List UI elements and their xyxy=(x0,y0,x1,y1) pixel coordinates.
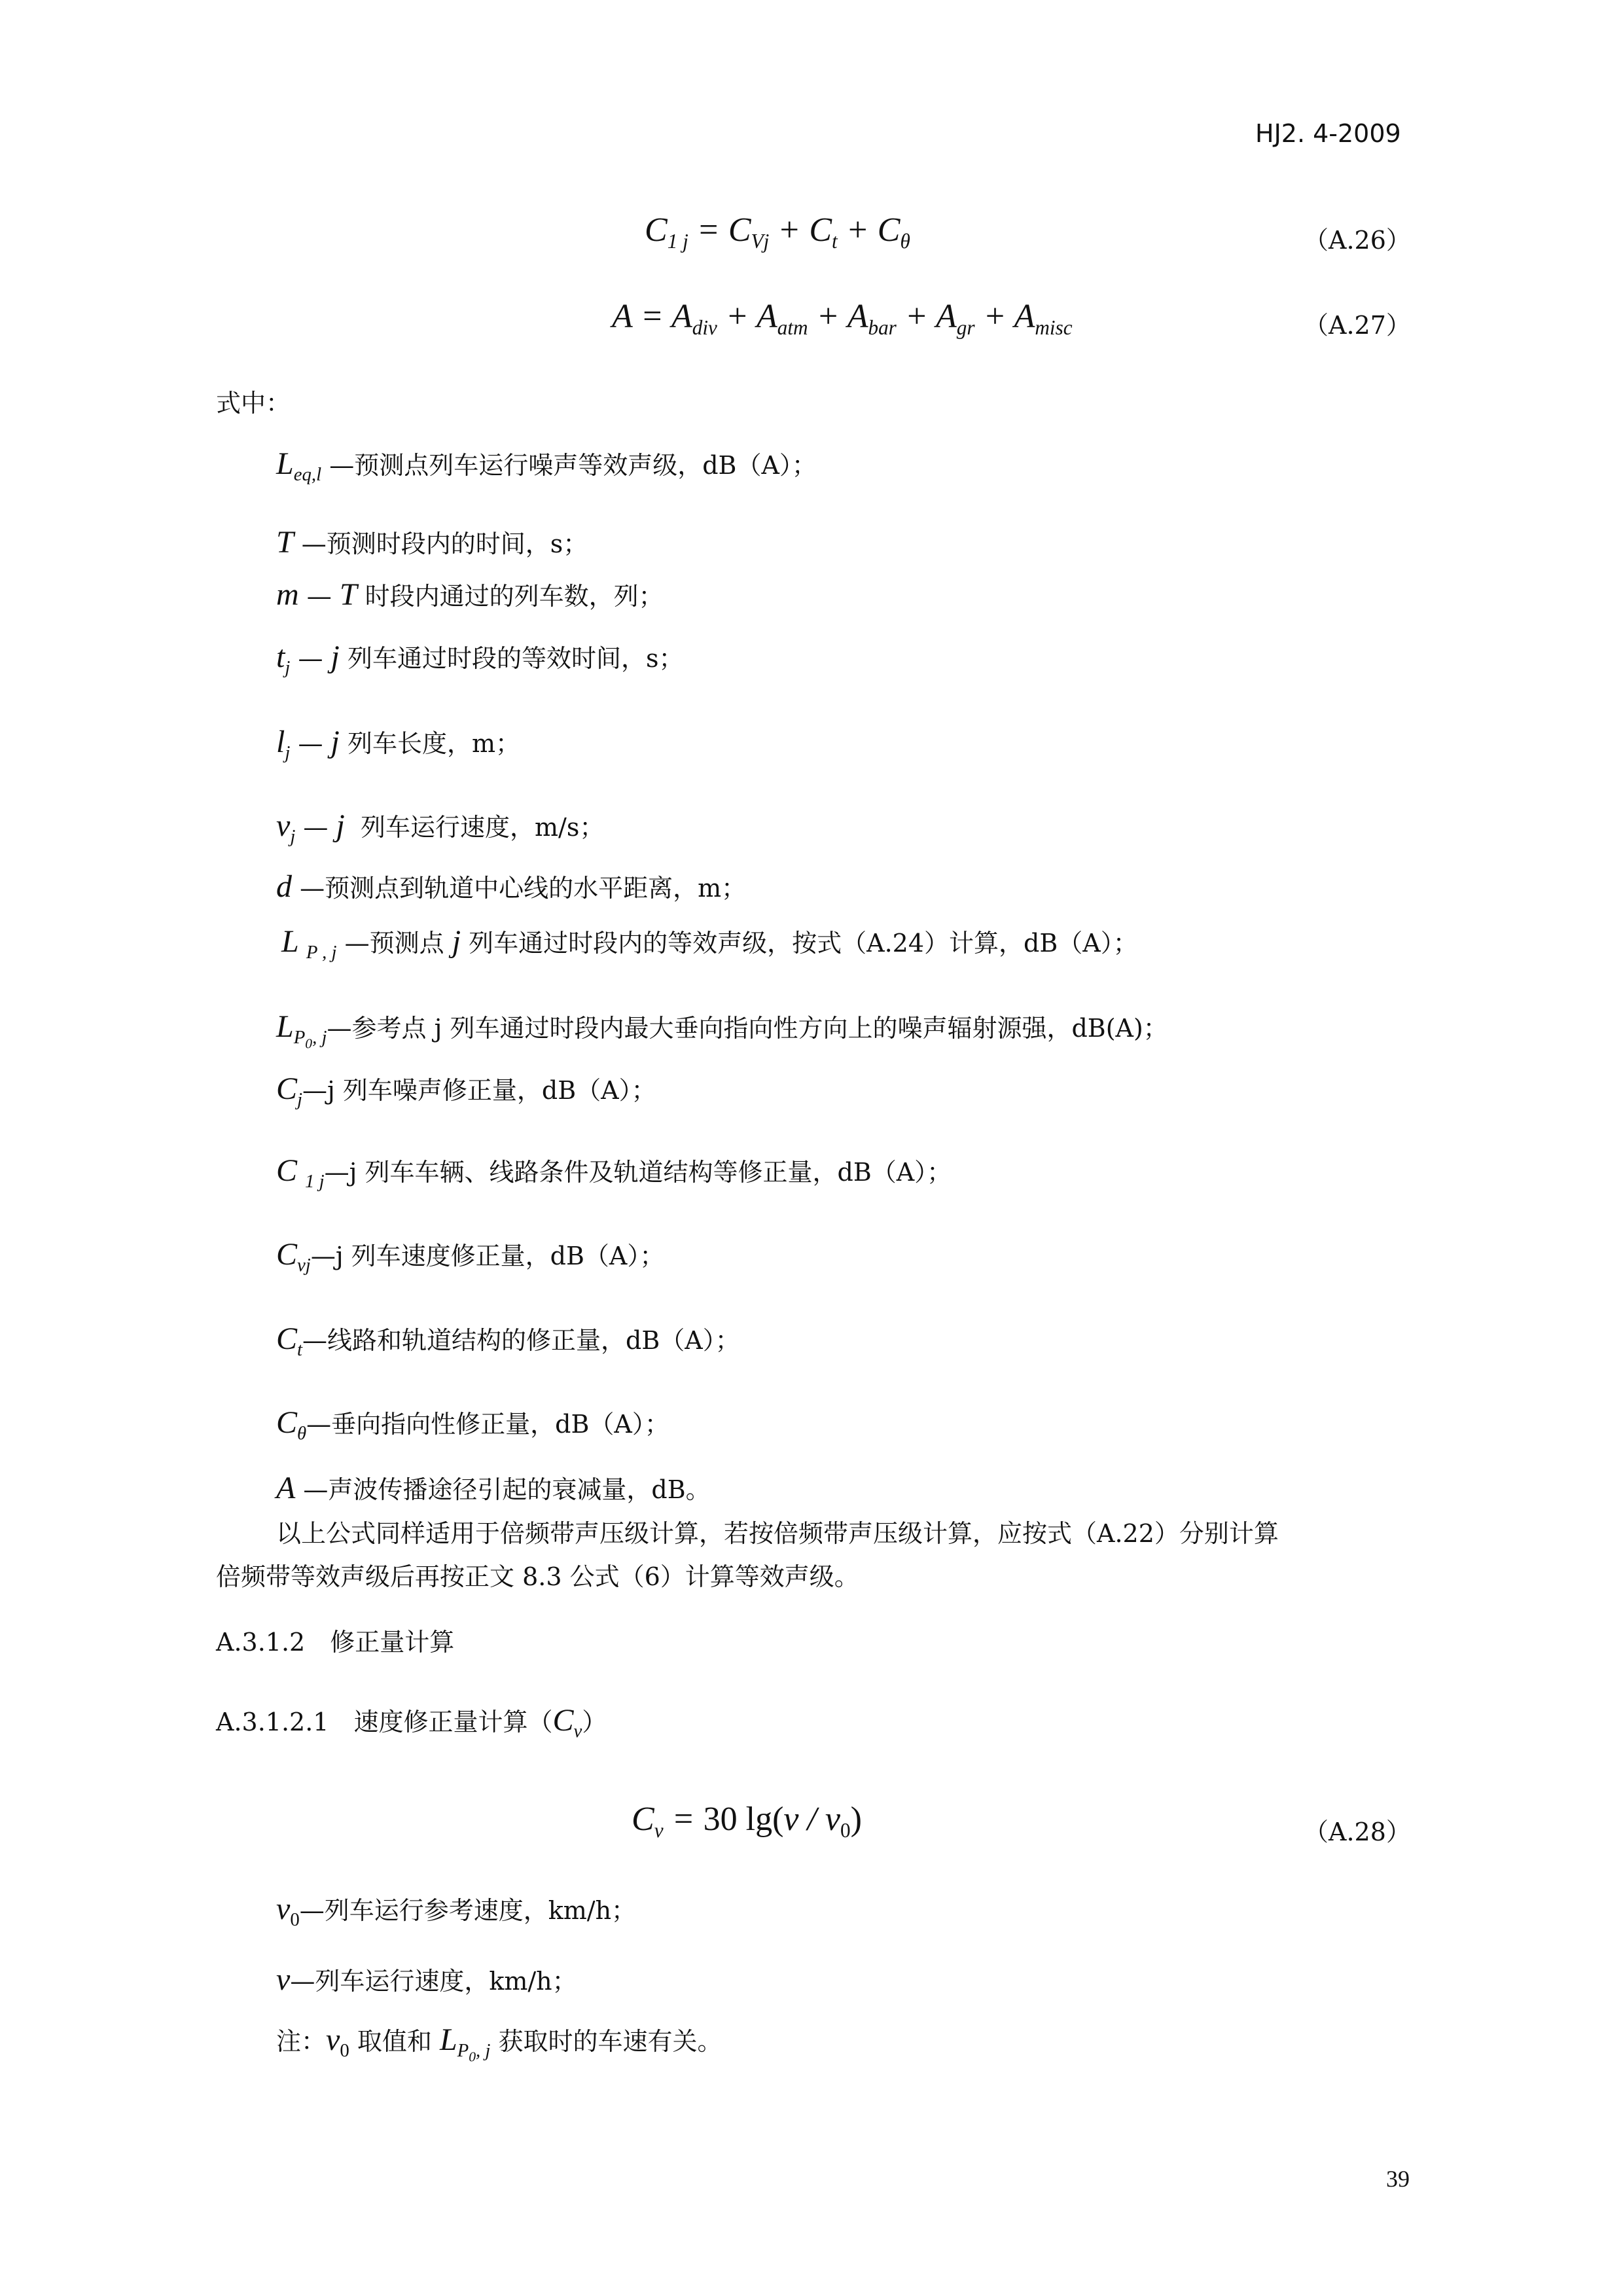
equation-a26: $C_{1 j} = C_{Vj} + C_t + C_\theta$ xyxy=(645,211,910,253)
definition-item: $L_{eq,l}$ —预测点列车运行噪声等效声级，dB（A）； xyxy=(276,446,817,486)
definition-item: $l_j$ — j 列车长度，m； xyxy=(276,725,521,764)
paragraph-line: 倍频带等效声级后再按正文 8.3 公式（6）计算等效声级。 xyxy=(216,1562,859,1591)
definition-item: T —预测时段内的时间，s； xyxy=(276,525,588,560)
page-number: 39 xyxy=(1386,2166,1410,2192)
symbol-lp0j: $L_{P_0, j}$ xyxy=(439,2022,491,2065)
equation-number: （A.26） xyxy=(1304,226,1411,255)
symbol-j: j xyxy=(336,808,345,843)
equation-a27: $A = A_{div} + A_{atm} + A_{bar} + A_{gr} + A_{misc}$ xyxy=(612,298,1073,339)
definition-item: $C_\theta—$垂向指向性修正量，dB（A）； xyxy=(276,1405,669,1444)
definition-item: $L_{P_0, j}—$参考点 j 列车通过时段内最大垂向指向性方向上的噪声辐射源强，dB(A)； xyxy=(276,1009,1168,1052)
symbol-ctheta: $C_\theta$ xyxy=(276,1405,307,1444)
definition-item: m — T 时段内通过的列车数，列； xyxy=(276,577,664,612)
symbol-v0: $v_0$ xyxy=(326,2022,349,2062)
symbol-cvj: $C_{vj}$ xyxy=(276,1237,311,1276)
paragraph-line: 以上公式同样适用于倍频带声压级计算，若按倍频带声压级计算，应按式（A.22）分别计算 xyxy=(276,1519,1279,1548)
where-label: 式中： xyxy=(216,389,291,418)
symbol-cv: $C_v$ xyxy=(552,1703,582,1742)
note: 注：$v_0$ 取值和 $L_{P_0, j}$ 获取时的车速有关。 xyxy=(276,2022,722,2065)
equation-a28: $C_v = 30$ $\lg(v / v_0)$ xyxy=(632,1801,862,1842)
symbol-d: d xyxy=(276,869,292,904)
symbol-lj: $l_j$ xyxy=(276,725,291,764)
definition-item: $v_0—$列车运行参考速度，km/h； xyxy=(276,1892,637,1931)
symbol-c1j: C $_{1 j}$ xyxy=(276,1153,325,1193)
symbol-t: T xyxy=(276,525,294,560)
definition-item: L $_{P , j}$ —预测点 j 列车通过时段内的等效声级，按式（A.24）计算，dB（A）； xyxy=(281,924,1138,963)
equation-number: （A.28） xyxy=(1304,1818,1411,1846)
definition-item: A —声波传播途径引起的衰减量，dB。 xyxy=(276,1471,711,1505)
symbol-t: T xyxy=(339,577,357,612)
symbol-j: j xyxy=(330,725,340,759)
section-heading: A.3.1.2.1 速度修正量计算$(C_v)$ xyxy=(216,1703,607,1742)
symbol-cj: $C_j$ xyxy=(276,1071,303,1111)
symbol-m: m xyxy=(276,577,299,612)
definition-item: C $_{1 j}$—j 列车车辆、线路条件及轨道结构等修正量，dB（A）； xyxy=(276,1153,952,1193)
symbol-v0: $v_0$ xyxy=(276,1892,300,1931)
definition-item: d —预测点到轨道中心线的水平距离，m； xyxy=(276,869,747,904)
symbol-leq: $L_{eq,l}$ xyxy=(276,446,322,486)
symbol-vj: $v_j$ xyxy=(276,808,296,848)
equation-number: （A.27） xyxy=(1304,311,1411,340)
symbol-lpj: L $_{P , j}$ xyxy=(281,924,337,963)
definition-item: $C_{vj}—j$ 列车速度修正量，dB（A）； xyxy=(276,1237,665,1276)
section-heading: A.3.1.2 修正量计算 xyxy=(216,1628,455,1657)
symbol-tj: $t_j$ xyxy=(276,639,291,679)
definition-item: $v_j$ — j 列车运行速度，m/s； xyxy=(276,808,605,848)
definition-item: v—列车运行速度，km/h； xyxy=(276,1962,577,1997)
definition-item: $C_t—$线路和轨道结构的修正量，dB（A）； xyxy=(276,1321,740,1361)
symbol-lp0j: $L_{P_0, j}$ xyxy=(276,1009,327,1052)
symbol-j: j xyxy=(452,924,461,959)
symbol-ct: $C_t$ xyxy=(276,1321,303,1361)
symbol-v: v xyxy=(276,1962,291,1997)
doc-code: HJ2. 4-2009 xyxy=(1255,119,1401,148)
symbol-j: j xyxy=(330,639,340,674)
definition-item: $t_j$ — j 列车通过时段的等效时间，s； xyxy=(276,639,684,679)
symbol-a: A xyxy=(276,1471,296,1505)
definition-item: $C_j—j$ 列车噪声修正量，dB（A）； xyxy=(276,1071,656,1111)
